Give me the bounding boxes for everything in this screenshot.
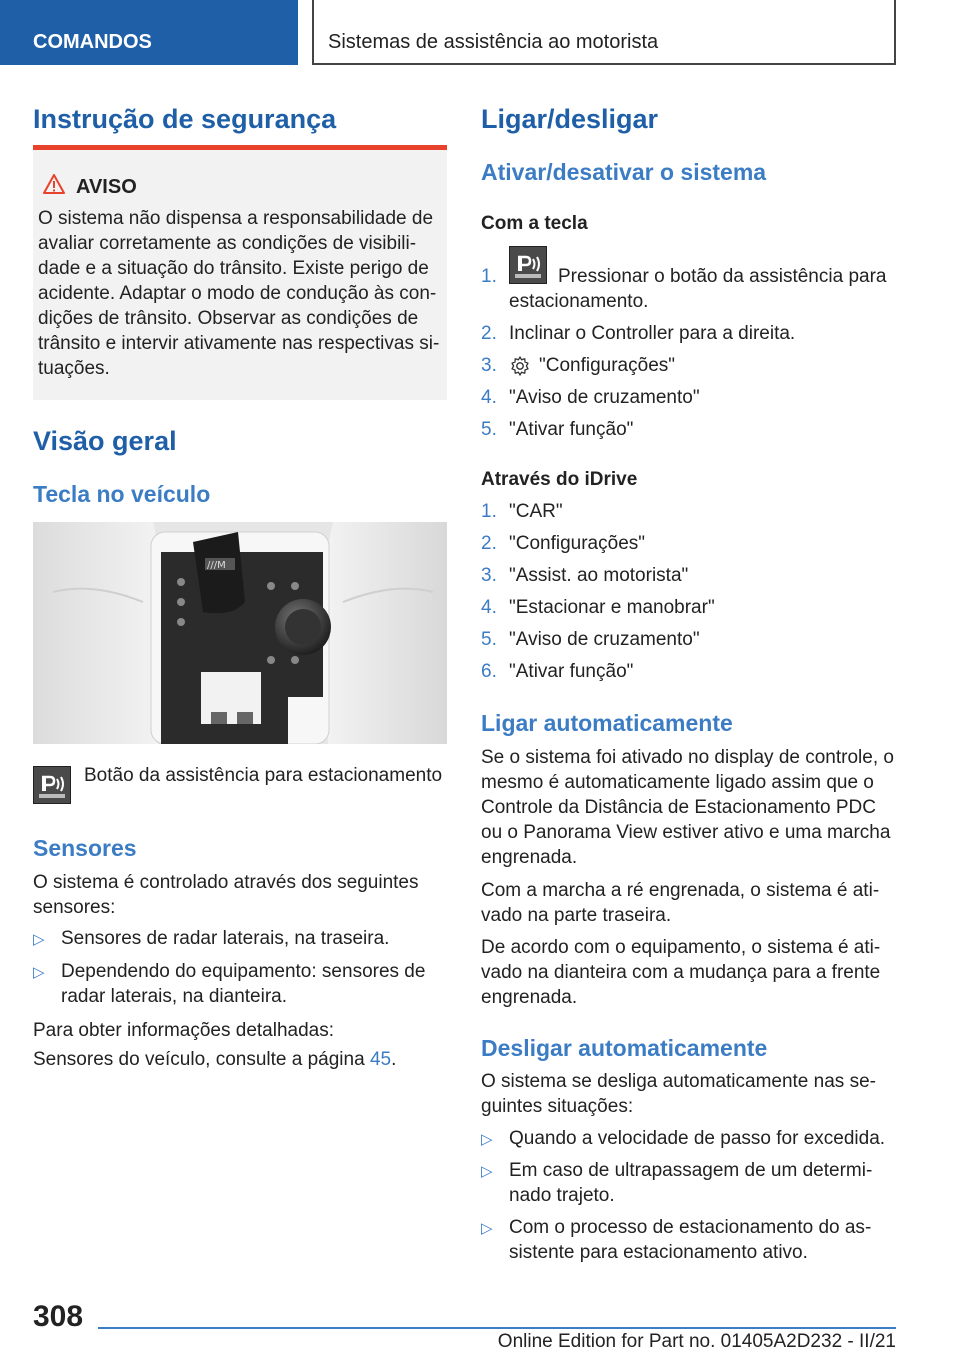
svg-text:///M: ///M xyxy=(207,560,226,571)
step-number: 1. xyxy=(481,501,497,522)
footer-divider xyxy=(98,1327,896,1329)
section-tab xyxy=(0,0,298,65)
gear-icon xyxy=(509,355,531,377)
step-text: "Aviso de cruzamento" xyxy=(509,387,700,408)
chapter-header xyxy=(312,0,896,65)
auto-off-intro: O sistema se desliga automaticamente nas seguintes situações: xyxy=(481,1071,876,1117)
warning-text: O sistema não dispensa a responsabilidade de avaliar corretamente as condições de visibilidade e a situação do trânsito. Existe perigo de acidente. Adaptar o modo de condução às condições de trânsito. Observar as condições de trânsito e intervir ativamente nas respectivas situações. xyxy=(38,208,440,379)
activate-heading: Ativar/desativar o sistema xyxy=(481,159,767,185)
page-number: 308 xyxy=(33,1300,84,1333)
step-number: 5. xyxy=(481,629,497,650)
triangle-bullet-icon: ▷ xyxy=(33,931,45,948)
list-item: Sensores de radar laterais, na traseira. xyxy=(61,928,390,949)
step-text: "Estacionar e manobrar" xyxy=(509,597,715,618)
details-intro: Para obter informações detalhadas: xyxy=(33,1020,335,1041)
step-text: "Assist. ao motorista" xyxy=(509,565,689,586)
step-number: 4. xyxy=(481,597,497,618)
sensors-heading: Sensores xyxy=(33,835,137,861)
triangle-bullet-icon: ▷ xyxy=(481,1220,493,1237)
triangle-bullet-icon: ▷ xyxy=(33,964,45,981)
step-number: 2. xyxy=(481,533,497,554)
triangle-bullet-icon: ▷ xyxy=(481,1163,493,1180)
step-text: "Configurações" xyxy=(539,355,676,376)
overview-heading: Visão geral xyxy=(33,426,177,456)
with-key-heading: Com a tecla xyxy=(481,213,588,234)
step-text: "Configurações" xyxy=(509,533,646,554)
idrive-heading: Através do iDrive xyxy=(481,469,638,490)
step-text: "Ativar função" xyxy=(509,419,634,440)
park-assist-icon xyxy=(33,766,71,804)
on-off-heading: Ligar/desligar xyxy=(481,104,659,134)
chapter-label: Sistemas de assistência ao motorista xyxy=(328,31,659,53)
step-number: 6. xyxy=(481,661,497,682)
step-number: 2. xyxy=(481,323,497,344)
warning-triangle-icon xyxy=(43,174,65,194)
auto-on-paragraph-1: Se o sistema foi ativado no display de controle, o mesmo é automaticamente ligado assim que o Controle da Distância de Estacionamento PDC ou o Panorama View estiver ativo e uma marcha engrenada. xyxy=(481,747,894,868)
park-assist-caption: Botão da assistência para estacionamento xyxy=(84,765,443,786)
step-text: "Aviso de cruzamento" xyxy=(509,629,700,650)
warning-box xyxy=(33,145,447,400)
auto-on-heading: Ligar automaticamente xyxy=(481,710,733,736)
reference-text: Sensores do veículo, consulte a página xyxy=(33,1049,370,1070)
list-item: Em caso de ultrapassagem de um determinado trajeto. xyxy=(509,1160,873,1206)
safety-heading: Instrução de segurança xyxy=(33,104,337,134)
page-link[interactable]: 45 xyxy=(369,1049,392,1070)
list-item: Dependendo do equipamento: sensores de radar laterais, na dianteira. xyxy=(61,961,426,1007)
edition-footer: Online Edition for Part no. 01405A2D232 - II/21 xyxy=(497,1331,896,1352)
step-text: "Ativar função" xyxy=(509,661,634,682)
list-item: Com o processo de estacionamento do assistente para estacionamento ativo. xyxy=(509,1217,872,1263)
auto-on-paragraph-2: Com a marcha a ré engrenada, o sistema é ativado na parte traseira. xyxy=(481,880,880,926)
step-number: 3. xyxy=(481,355,497,376)
step-number: 3. xyxy=(481,565,497,586)
section-label: COMANDOS xyxy=(33,31,152,53)
auto-off-heading: Desligar automaticamente xyxy=(481,1035,768,1061)
step-text: Pressionar o botão da assistência para estacionamento. xyxy=(509,266,887,312)
step-number: 1. xyxy=(481,266,497,287)
step-number: 4. xyxy=(481,387,497,408)
page-reference xyxy=(33,1047,447,1072)
button-heading: Tecla no veículo xyxy=(33,481,211,507)
sensors-intro: O sistema é controlado através dos seguintes sensores: xyxy=(33,872,419,918)
vehicle-console-image xyxy=(33,522,447,744)
step-text: Inclinar o Controller para a direita. xyxy=(509,323,796,344)
warning-label: AVISO xyxy=(76,176,137,198)
step-number: 5. xyxy=(481,419,497,440)
auto-on-paragraph-3: De acordo com o equipamento, o sistema é ativado na dianteira com a mudança para a frente engrenada. xyxy=(481,937,881,1008)
step-text: "CAR" xyxy=(509,501,563,522)
reference-end: . xyxy=(391,1049,397,1070)
list-item: Quando a velocidade de passo for excedida. xyxy=(509,1128,886,1149)
center-console-illustration xyxy=(33,522,447,744)
triangle-bullet-icon: ▷ xyxy=(481,1131,493,1148)
